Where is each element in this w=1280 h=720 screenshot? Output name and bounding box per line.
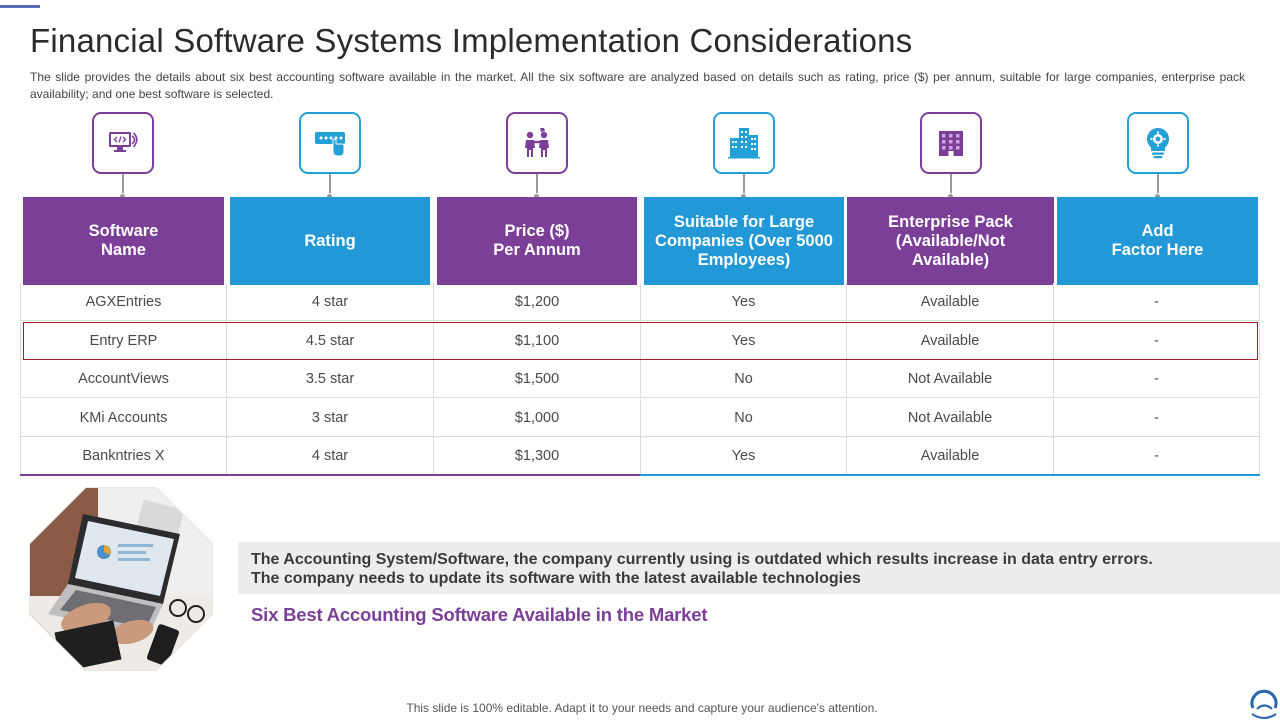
cell-large-companies: Yes [641,437,847,475]
password-rating-icon [299,112,361,174]
cell-software-name: KMi Accounts [20,399,227,437]
table-row [20,360,1260,398]
header-rating: Rating [230,197,430,285]
office-building-icon [920,112,982,174]
handshake-people-icon [506,112,568,174]
cell-enterprise-pack: Not Available [847,399,1054,437]
icon-column-add-factor [1127,112,1189,200]
slide-subtitle: The slide provides the details about six best accounting software available in the market. All the six software are analyzed based on details such as rating, price ($) per annum, suitable for large companies, enterprise pack availability; and one best software is selected. [30,70,1245,101]
header-price: Price ($) Per Annum [437,197,637,285]
cell-price: $1,500 [434,360,641,398]
table-row [20,437,1260,475]
icon-column-price [506,112,568,200]
note-text [251,550,1271,588]
cell-rating: 4 star [227,437,434,475]
cell-large-companies: Yes [641,283,847,321]
cell-price: $1,200 [434,283,641,321]
cell-add-factor: - [1054,360,1260,398]
header-add-factor: Add Factor Here [1057,197,1258,285]
cell-enterprise-pack: Not Available [847,360,1054,398]
cell-enterprise-pack: Available [847,322,1054,360]
cell-add-factor: - [1054,322,1260,360]
slide-title: Financial Software Systems Implementation Considerations [30,22,913,59]
cell-software-name: AGXEntries [20,283,227,321]
icon-column-enterprise-pack [920,112,982,200]
cell-rating: 4.5 star [227,322,434,360]
computer-code-icon [92,112,154,174]
header-large-companies: Suitable for Large Companies (Over 5000 Employees) [644,197,844,285]
table-row [20,322,1260,360]
note-line-2: The company needs to update its software with the latest available technologies [251,570,861,587]
city-buildings-icon [713,112,775,174]
cell-large-companies: Yes [641,322,847,360]
cell-enterprise-pack: Available [847,437,1054,475]
cell-rating: 3 star [227,399,434,437]
cell-price: $1,300 [434,437,641,475]
cell-rating: 3.5 star [227,360,434,398]
cell-software-name: AccountViews [20,360,227,398]
cell-add-factor: - [1054,437,1260,475]
cell-large-companies: No [641,399,847,437]
header-software-name: Software Name [23,197,224,285]
accent-bar [0,5,40,8]
table-row [20,283,1260,321]
cell-software-name: Bankntries X [20,437,227,475]
footer-note: This slide is 100% editable. Adapt it to your needs and capture your audience's attention. [406,701,878,715]
table-row [20,399,1260,437]
cell-price: $1,100 [434,322,641,360]
cell-add-factor: - [1054,399,1260,437]
company-logo-icon [1248,688,1280,720]
highlight-title: Six Best Accounting Software Available in the Market [251,604,708,625]
cell-rating: 4 star [227,283,434,321]
laptop-photo [28,486,214,672]
cell-price: $1,000 [434,399,641,437]
lightbulb-gear-icon [1127,112,1189,174]
cell-large-companies: No [641,360,847,398]
icon-column-rating [299,112,361,200]
cell-enterprise-pack: Available [847,283,1054,321]
icon-column-software [92,112,154,200]
cell-add-factor: - [1054,283,1260,321]
icon-column-large-companies [713,112,775,200]
header-enterprise-pack: Enterprise Pack (Available/Not Available) [847,197,1054,285]
note-line-1: The Accounting System/Software, the company currently using is outdated which results increase in data entry errors. [251,551,1153,568]
cell-software-name: Entry ERP [20,322,227,360]
